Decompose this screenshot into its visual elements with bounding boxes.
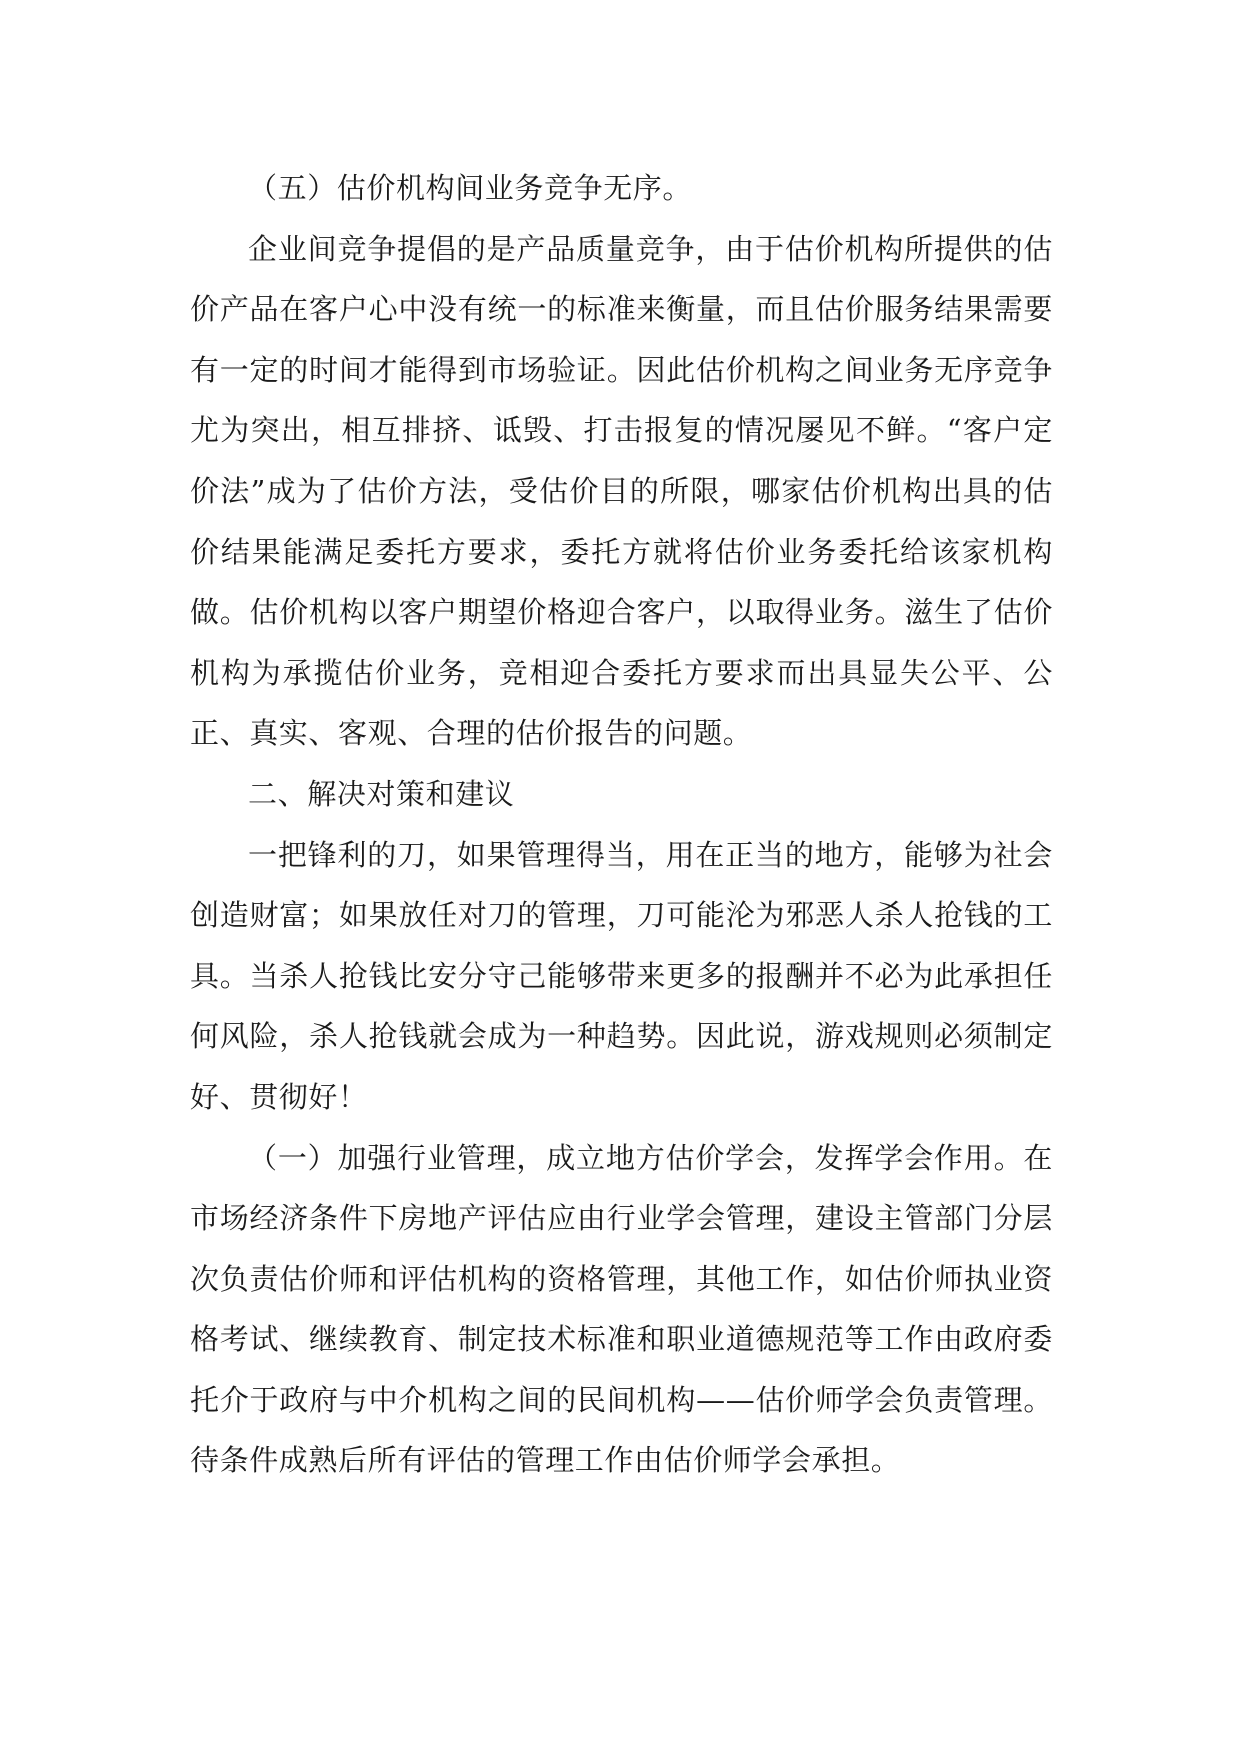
document-body [190, 158, 1053, 1491]
section-heading-solutions: 二、解决对策和建议 [248, 776, 515, 811]
paragraph-competition-disorder: 企业间竞争提倡的是产品质量竞争，由于估价机构所提供的估价产品在客户心中没有统一的标准来衡量，而且估价服务结果需要有一定的时间才能得到市场验证。因此估价机构之间业务无序竞争尤为突出，相互排挤、诋毁、打击报复的情况屡见不鲜。“客户定价法”成为了估价方法，受估价目的所限，哪家估价机构出具的估价结果能满足委托方要求，委托方就将估价业务委托给该家机构做。估价机构以客户期望价格迎合客户，以取得业务。滋生了估价机构为承揽估价业务，竞相迎合委托方要求而出具显失公平、公正、真实、客观、合理的估价报告的问题。 [190, 231, 1053, 751]
paragraph-industry-management: （一）加强行业管理，成立地方估价学会，发挥学会作用。在市场经济条件下房地产评估应由行业学会管理，建设主管部门分层次负责估价师和评估机构的资格管理，其他工作，如估价师执业资格考试、继续教育、制定技术标准和职业道德规范等工作由政府委托介于政府与中介机构之间的民间机构——估价师学会负责管理。待条件成熟后所有评估的管理工作由估价师学会承担。 [190, 1140, 1053, 1478]
section-heading-competition: （五）估价机构间业务竞争无序。 [248, 171, 693, 205]
paragraph-knife-analogy: 一把锋利的刀，如果管理得当，用在正当的地方，能够为社会创造财富；如果放任对刀的管理，刀可能沦为邪恶人杀人抢钱的工具。当杀人抢钱比安分守己能够带来更多的报酬并不必为此承担任何风险，杀人抢钱就会成为一种趋势。因此说，游戏规则必须制定好、贯彻好！ [190, 837, 1053, 1114]
